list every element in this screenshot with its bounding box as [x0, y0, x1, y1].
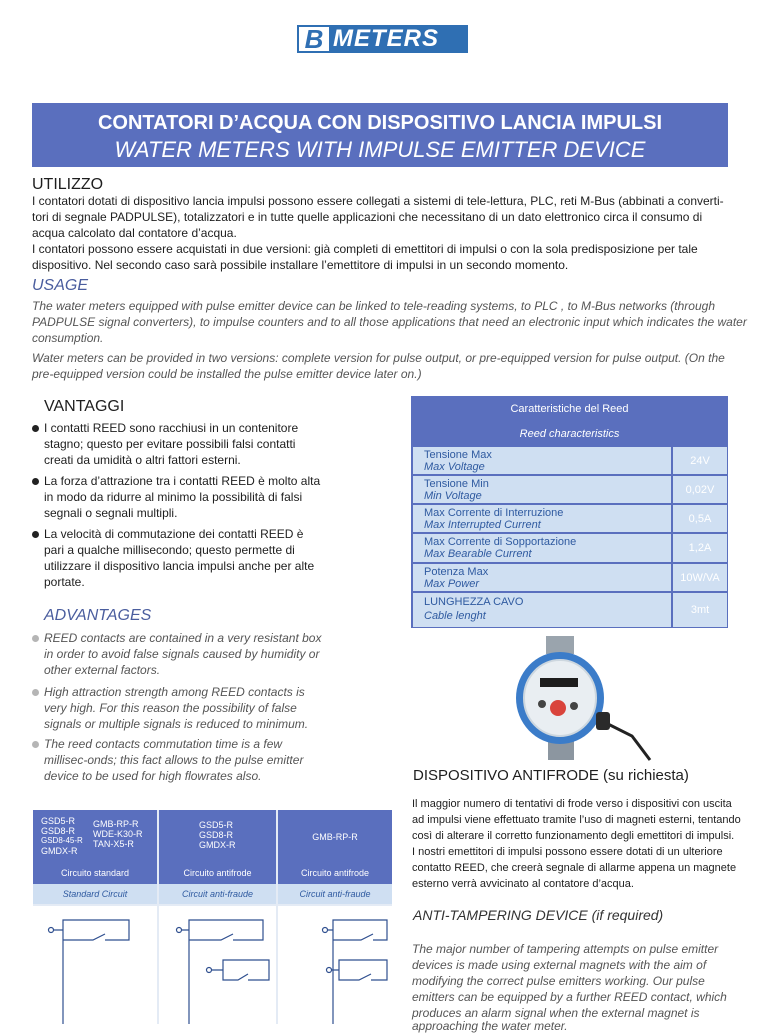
utilizzo-line-4: I contatori possono essere acquistati in due versioni: già completi di emettitori di impulsi o con la sola predisposizione per tale	[32, 242, 698, 256]
reed-row-value-cell	[673, 476, 727, 503]
model-label: GSD8-R	[199, 830, 234, 840]
utilizzo-heading: UTILIZZO	[32, 176, 104, 193]
circuit-type-italian: Circuito standard	[33, 863, 157, 883]
meter-pulse-emitter	[596, 712, 610, 730]
reed-table-title-english: Reed characteristics	[519, 428, 620, 440]
reed-label-italian: Potenza Max	[424, 566, 489, 578]
model-label: GMB-RP-R	[312, 832, 358, 842]
model-label: GSD8-R	[41, 826, 76, 836]
vantaggi-heading: VANTAGGI	[44, 398, 125, 415]
logo-word-meters: METERS	[329, 27, 466, 51]
circuit-type-english: Circuit anti-fraude	[159, 884, 276, 904]
usage-line-5: pre-equipped version could be installed the pulse emitter device later on.)	[32, 367, 422, 381]
vantaggi-text: La forza d’attrazione tra i contatti REED è molto alta in modo da ridurre al minimo la possibilità di falsi segnali o segnali multipli.	[44, 474, 321, 520]
reed-label-italian: Max Corrente di Interruzione	[424, 507, 564, 519]
reed-row-label	[413, 534, 671, 562]
schematic-cell-3	[278, 906, 392, 1024]
utilizzo-line-1: I contatori dotati di dispositivo lancia impulsi possono essere collegati a sistemi di tele-lettura, PLC, reti M-Bus (abbinati a converti-	[32, 194, 724, 208]
anti-tampering-line-5: produces an alarm signal when the external magnet is	[412, 1006, 700, 1020]
antifrode-line-3: così di alterare il corretto funzionamento degli emettitori di impulsi.	[412, 830, 735, 842]
antifrode-line-6: esterno verrà avvicinato al contatore d’acqua.	[412, 878, 634, 890]
meter-dial	[524, 660, 596, 736]
circuit-type-english: Standard Circuit	[33, 884, 157, 904]
usage-line-2: PADPULSE signal converters), to impulse counters and to all those applications that need an electronic input which indicates the water	[32, 315, 747, 329]
reed-label-italian: Tensione Min	[424, 478, 489, 490]
antifrode-line-4: I nostri emettitori di impulsi possono essere dotati di un ulteriore	[412, 846, 723, 858]
reed-row-label	[413, 593, 671, 627]
reed-row-value: 0,5A	[688, 512, 712, 525]
reed-label-english: Max Interrupted Current	[424, 519, 541, 531]
reed-row-value: 10W/VA	[680, 571, 720, 584]
reed-label-english: Max Bearable Current	[424, 548, 532, 560]
model-label: WDE-K30-R	[93, 829, 143, 839]
utilizzo-line-3: acqua calcolato dal contatore d’acqua.	[32, 226, 237, 240]
bullet-icon	[32, 531, 39, 538]
utilizzo-line-5: dispositivo. Nel secondo caso sarà possibile installare l’emettitore di impulsi in un secondo momento.	[32, 258, 569, 272]
logo-letter-b: B	[299, 27, 329, 51]
bullet-icon	[32, 425, 39, 432]
reed-label-italian: Max Corrente di Sopportazione	[424, 536, 577, 548]
advantages-item	[32, 684, 322, 734]
title-italian: CONTATORI D’ACQUA CON DISPOSITIVO LANCIA IMPULSI	[97, 112, 663, 134]
reed-label-english: Max Power	[424, 578, 480, 590]
reed-row-value: 1,2A	[688, 542, 712, 554]
usage-line-4: Water meters can be provided in two versions: complete version for pulse output, or pre-equipped version for pulse output. (On the	[32, 351, 725, 365]
vantaggi-text: La velocità di commutazione dei contatti REED è pari a qualche millisecondo; questo permette di utilizzare il dispositivo lancia impulsi anche per alte portate.	[44, 527, 315, 589]
reed-row	[413, 564, 727, 591]
model-label: GMDX-R	[41, 846, 78, 856]
bullet-icon	[32, 689, 39, 696]
schematic-cell-1	[33, 906, 157, 1024]
meter-counter-window	[540, 678, 578, 687]
advantages-text: The reed contacts commutation time is a few millisec-onds; this fact allows to the pulse emitter device to be used for high flowrates also.	[44, 737, 304, 783]
col1-models-b	[93, 819, 143, 849]
circuit-diagram-table	[33, 810, 392, 1024]
meter-red-dial	[550, 700, 566, 716]
model-label: GSD5-R	[199, 820, 234, 830]
reed-row-label	[413, 505, 671, 532]
anti-tampering-heading: ANTI-TAMPERING DEVICE (if required)	[413, 907, 664, 923]
col1-models-a	[41, 816, 83, 856]
reed-row-label	[413, 564, 671, 591]
antifrode-line-2: ad impulsi viene effettuato tramite l’uso di magneti esterni, tentando	[412, 814, 741, 826]
usage-heading: USAGE	[32, 277, 89, 294]
bullet-icon	[32, 741, 39, 748]
vantaggi-item	[32, 473, 322, 523]
reed-label-english: Min Voltage	[424, 490, 482, 502]
reed-row-value: 24V	[690, 454, 710, 467]
antifrode-heading: DISPOSITIVO ANTIFRODE (su richiesta)	[413, 767, 689, 784]
reed-row-value-cell	[673, 447, 727, 474]
advantages-item	[32, 736, 322, 786]
reed-row	[413, 593, 727, 627]
circuit-type-italian: Circuito antifrode	[159, 863, 276, 883]
advantages-heading: ADVANTAGES	[44, 607, 152, 624]
meter-small-dial-2	[570, 702, 578, 710]
meter-small-dial	[538, 700, 546, 708]
title-english: WATER METERS WITH IMPULSE EMITTER DEVICE	[114, 137, 646, 162]
meter-inlet-pipe	[546, 636, 574, 654]
model-label: GSD5-R	[41, 816, 76, 826]
water-meter-illustration	[500, 636, 660, 762]
bmeters-logo	[297, 25, 468, 53]
reed-label-english: Cable lenght	[424, 610, 486, 622]
title-banner	[32, 103, 728, 167]
antifrode-line-5: contatto REED, che creerà segnale di allarme appena un magnete	[412, 862, 737, 874]
reed-row	[413, 447, 727, 474]
reed-row	[413, 534, 727, 562]
reed-row	[413, 476, 727, 503]
vantaggi-item	[32, 420, 322, 470]
reed-characteristics-table	[411, 396, 728, 628]
vantaggi-item	[32, 526, 322, 590]
reed-row-value-cell	[673, 564, 727, 591]
anti-tampering-line-2: devices is made using external magnets with the aim of	[412, 958, 707, 972]
reed-row-value: 0,02V	[685, 483, 715, 496]
schematic-cell-2	[159, 906, 276, 1024]
vantaggi-text: I contatti REED sono racchiusi in un contenitore stagno; questo per evitare possibili falsi contatti creati da umidità o altri fattori esterni.	[44, 421, 299, 467]
bullet-icon	[32, 635, 39, 642]
reed-row-value: 3mt	[690, 604, 710, 616]
reed-label-italian: Tensione Max	[424, 449, 492, 461]
anti-tampering-line-1: The major number of tampering attempts on pulse emitter	[412, 942, 719, 956]
model-label: GMDX-R	[199, 840, 236, 850]
utilizzo-line-2: tori di segnale PADPULSE), totalizzatori e in tutte quelle applicazioni che necessitano di un dato elettronico circa il consumo di	[32, 210, 703, 224]
advantages-text: High attraction strength among REED contacts is very high. For this reason the possibility of false signals or multiple signals is reduced to minimum.	[44, 685, 309, 731]
reed-table-title-italian: Caratteristiche del Reed	[510, 403, 629, 415]
col2-models	[199, 820, 236, 850]
advantages-text: REED contacts are contained in a very resistant box in order to avoid false signals caused by humidity or other external factors.	[44, 631, 322, 677]
circuit-type-italian: Circuito antifrode	[278, 863, 392, 883]
anti-tampering-line-4: emitters can be equipped by a further REED contact, which	[412, 990, 727, 1004]
advantages-item	[32, 630, 322, 680]
reed-row	[413, 505, 727, 532]
circuit-type-english: Circuit anti-fraude	[278, 884, 392, 904]
reed-row-label	[413, 447, 671, 474]
reed-row-value-cell	[673, 534, 727, 562]
reed-label-english: Max Voltage	[424, 461, 485, 473]
bullet-icon	[32, 478, 39, 485]
reed-row-value-cell	[673, 505, 727, 532]
anti-tampering-line-6: approaching the water meter.	[412, 1019, 568, 1033]
reed-label-italian: LUNGHEZZA CAVO	[424, 596, 524, 608]
model-label: TAN-X5-R	[93, 839, 134, 849]
reed-circuit-schematics	[33, 906, 392, 1024]
usage-line-1: The water meters equipped with pulse emitter device can be linked to tele-reading systems, to PLC , to M-Bus networks (through	[32, 299, 715, 313]
reed-row-value-cell	[673, 593, 727, 627]
anti-tampering-line-3: modifying the correct pulse emitters working. Our pulse	[412, 974, 705, 988]
reed-row-label	[413, 476, 671, 503]
usage-line-3: consumption.	[32, 331, 104, 345]
model-label: GMB-RP-R	[93, 819, 139, 829]
model-label: GSD8-45-R	[41, 836, 83, 845]
antifrode-line-1: Il maggior numero di tentativi di frode verso i dispositivi con uscita	[412, 798, 732, 810]
